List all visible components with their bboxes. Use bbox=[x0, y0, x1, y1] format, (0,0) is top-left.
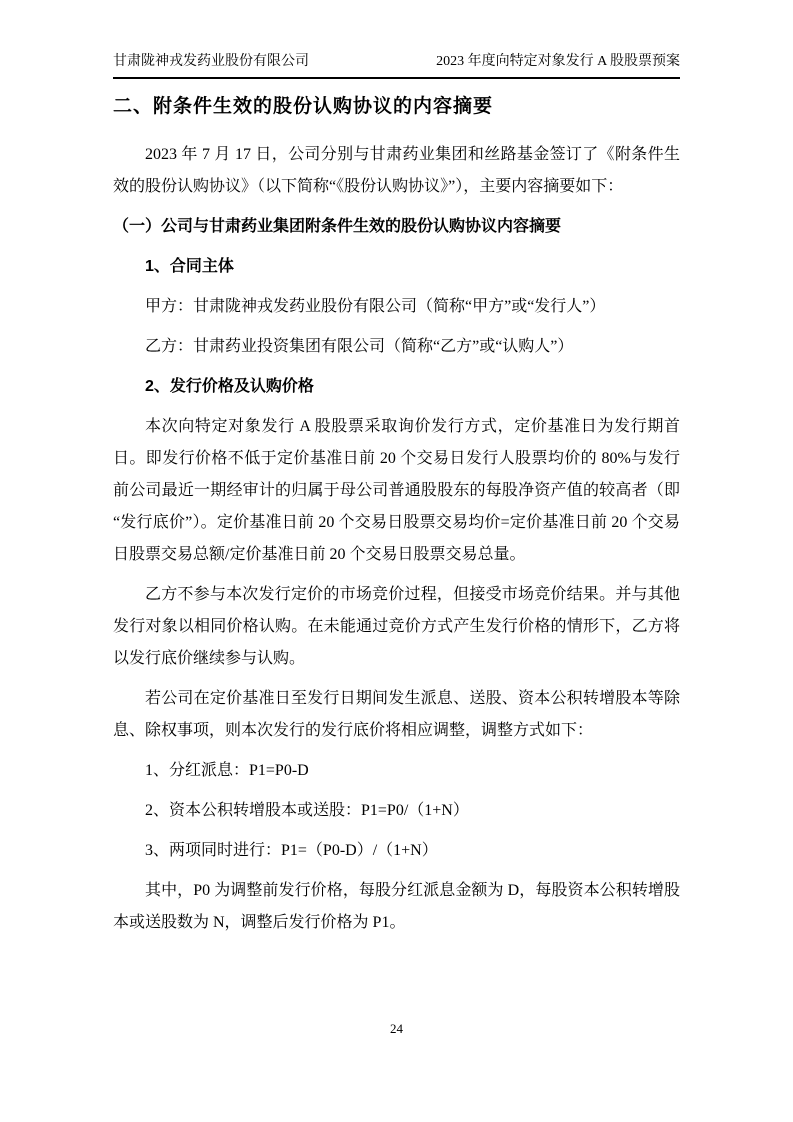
header-doc-title: 2023 年度向特定对象发行 A 股股票预案 bbox=[436, 54, 680, 69]
formula-combined: 3、两项同时进行：P1=（P0-D）/（1+N） bbox=[145, 842, 438, 859]
page-number: 24 bbox=[390, 1021, 403, 1036]
paragraph-price-adjustment-intro: 若公司在定价基准日至发行日期间发生派息、送股、资本公积转增股本等除息、除权事项，则本次发行的发行底价将相应调整，调整方式如下： bbox=[113, 690, 680, 739]
section-title: 二、附条件生效的股份认购协议的内容摘要 bbox=[113, 96, 494, 117]
paragraph-party-b-bidding: 乙方不参与本次发行定价的市场竞价过程，但接受市场竞价结果。并与其他发行对象以相同价格认购。在未能通过竞价方式产生发行价格的情形下，乙方将以发行底价继续参与认购。 bbox=[113, 586, 680, 667]
formula-bonus-shares: 2、资本公积转增股本或送股：P1=P0/（1+N） bbox=[145, 802, 469, 819]
clause-heading-issue-price: 2、发行价格及认购价格 bbox=[145, 378, 314, 395]
page-header bbox=[113, 52, 680, 79]
party-b-line: 乙方：甘肃药业投资集团有限公司（简称“乙方”或“认购人”） bbox=[145, 338, 574, 355]
party-a-line: 甲方：甘肃陇神戎发药业股份有限公司（简称“甲方”或“发行人”） bbox=[145, 298, 606, 315]
header-company-name: 甘肃陇神戎发药业股份有限公司 bbox=[113, 54, 309, 69]
page-footer bbox=[0, 1020, 793, 1038]
paragraph-formula-definitions: 其中，P0 为调整前发行价格，每股分红派息金额为 D，每股资本公积转增股本或送股数为 N，调整后发行价格为 P1。 bbox=[113, 882, 680, 931]
formula-dividend: 1、分红派息：P1=P0-D bbox=[145, 762, 309, 779]
clause-heading-contract-parties: 1、合同主体 bbox=[145, 258, 234, 275]
document-body bbox=[113, 77, 680, 947]
subsection-heading-1: （一）公司与甘肃药业集团附条件生效的股份认购协议内容摘要 bbox=[113, 218, 562, 235]
paragraph-pricing-method: 本次向特定对象发行 A 股股票采取询价发行方式，定价基准日为发行期首日。即发行价格不低于定价基准日前 20 个交易日发行人股票均价的 80%与发行前公司最近一期经审计的归属于母公司普通股股东的每股净资产值的较高者（即“发行底价”）。定价基准日前 20 个交易日股票交易均价=定价基准日前 20 个交易日股票交易总额/定价基准日前 20 个交易日股票交易总量。 bbox=[113, 418, 680, 563]
paragraph-intro: 2023 年 7 月 17 日，公司分别与甘肃药业集团和丝路基金签订了《附条件生效的股份认购协议》（以下简称“《股份认购协议》”），主要内容摘要如下： bbox=[113, 146, 680, 195]
